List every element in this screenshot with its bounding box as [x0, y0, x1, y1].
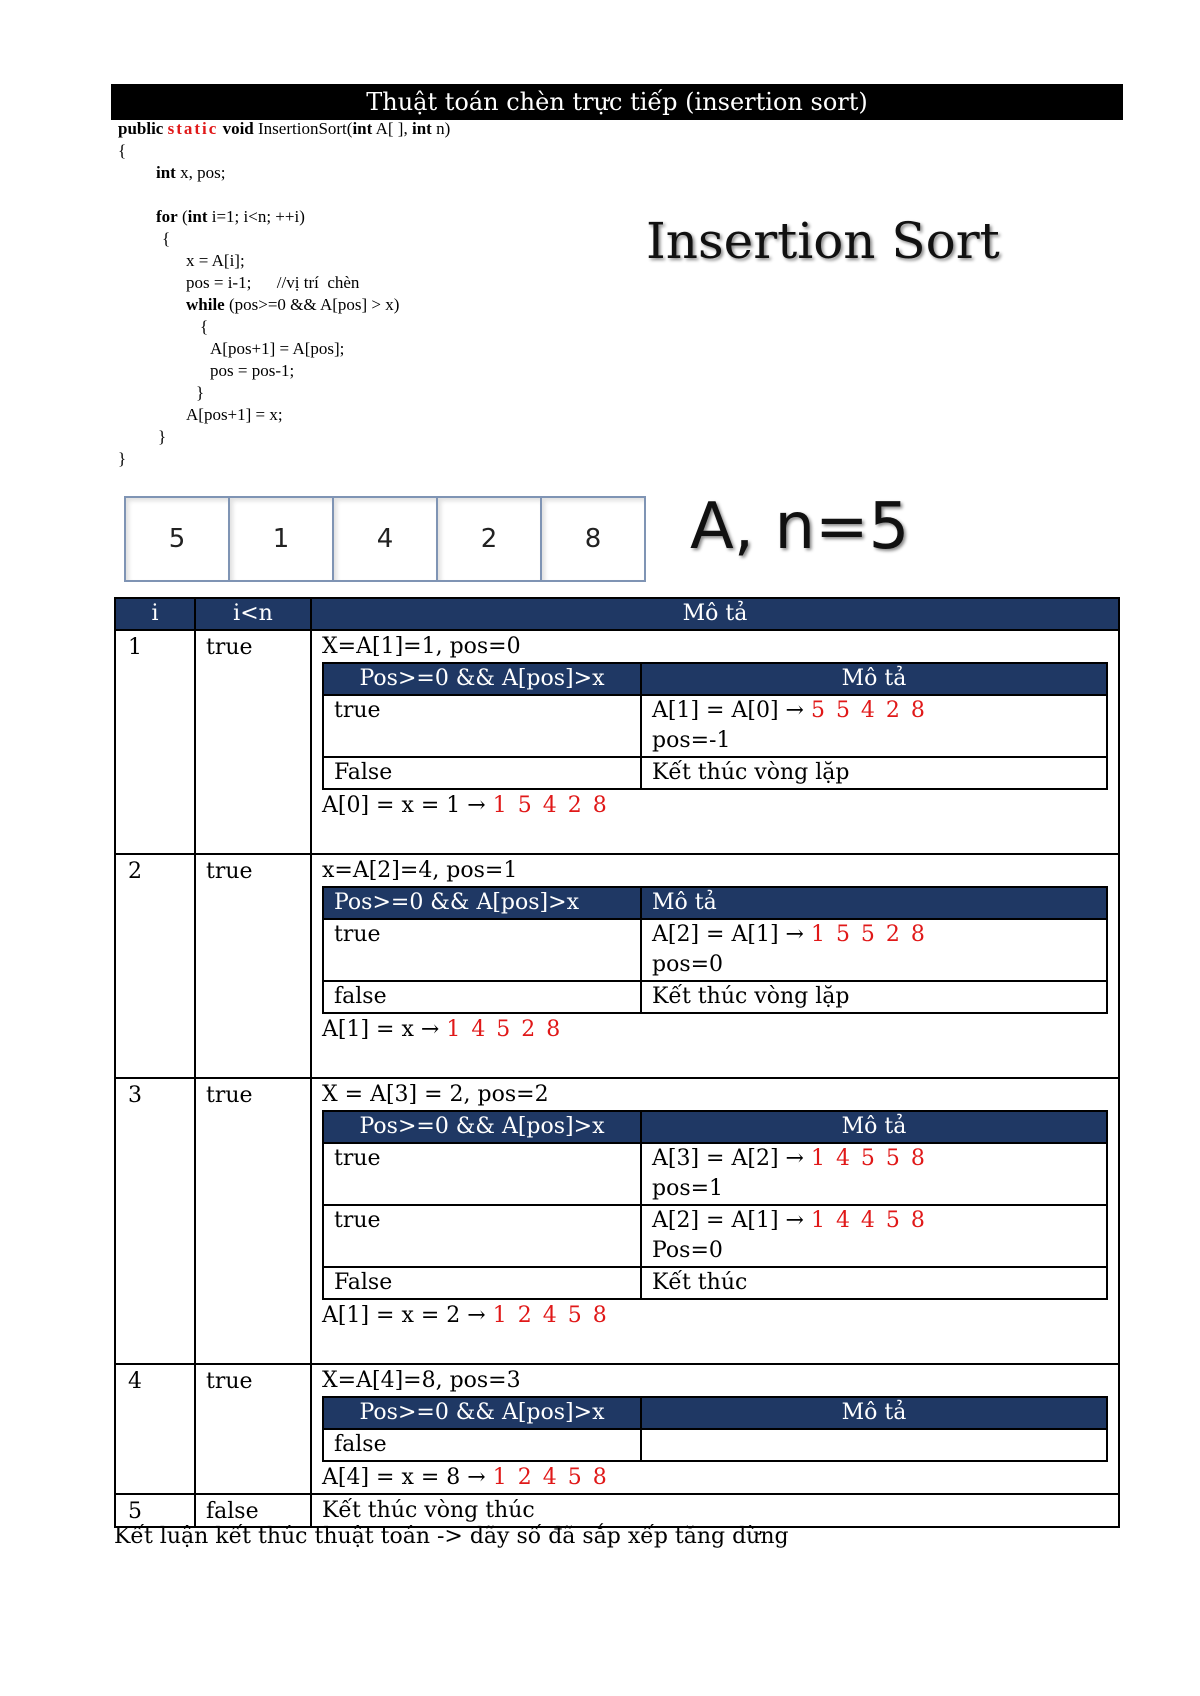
- code-line: x = A[i];: [186, 251, 245, 270]
- inner-table: [322, 662, 1108, 790]
- array-cell: 5: [126, 498, 230, 580]
- table-row: [115, 1078, 1119, 1364]
- code-line: A[pos+1] = x;: [186, 405, 283, 424]
- arrow-icon: →: [785, 698, 804, 723]
- step-cond: true: [323, 1143, 641, 1205]
- cell-i: 1: [115, 630, 195, 854]
- result-line: A[1] = x = 2 → 1 2 4 5 8: [322, 1303, 609, 1328]
- cell-cond: true: [195, 854, 311, 1078]
- init-line: Kết thúc vòng thúc: [322, 1498, 535, 1523]
- code-line-signature: public static void InsertionSort(int A[ ], int n): [118, 119, 451, 138]
- step-cond: False: [323, 757, 641, 789]
- trace-header-row: [115, 598, 1119, 630]
- cell-cond: true: [195, 630, 311, 854]
- cell-cond: true: [195, 1078, 311, 1364]
- table-row: [115, 630, 1119, 854]
- code-line: }: [196, 383, 205, 402]
- document-title: Thuật toán chèn trực tiếp (insertion sort): [111, 84, 1123, 120]
- conclusion-text: Kết luận kết thúc thuật toán -> dãy số đã sắp xếp tăng dừng: [114, 1524, 789, 1549]
- code-line: }: [158, 427, 167, 446]
- sub-header-cond: Pos>=0 && A[pos]>x: [323, 887, 641, 919]
- step-desc: Kết thúc vòng lặp: [641, 757, 1107, 789]
- init-line: X=A[4]=8, pos=3: [322, 1368, 521, 1393]
- step-cond: False: [323, 1267, 641, 1299]
- arrow-icon: →: [785, 1146, 804, 1171]
- result-line: A[1] = x → 1 4 5 2 8: [322, 1017, 563, 1042]
- header-i: i: [115, 598, 195, 630]
- init-line: X=A[1]=1, pos=0: [322, 634, 521, 659]
- cell-desc: [311, 1078, 1119, 1364]
- step-desc: A[3] = A[2] → 1 4 5 5 8 pos=1: [641, 1143, 1107, 1205]
- cell-i: 3: [115, 1078, 195, 1364]
- step-cond: true: [323, 695, 641, 757]
- code-line: {: [118, 141, 127, 160]
- arrow-icon: →: [785, 922, 804, 947]
- array-cell: 4: [334, 498, 438, 580]
- step-cond: true: [323, 1205, 641, 1267]
- step-cond: false: [323, 1429, 641, 1461]
- step-desc: Kết thúc vòng lặp: [641, 981, 1107, 1013]
- table-row: [115, 1364, 1119, 1494]
- arrow-icon: →: [467, 793, 486, 818]
- result-line: A[4] = x = 8 → 1 2 4 5 8: [322, 1465, 609, 1490]
- code-line: }: [118, 449, 127, 468]
- step-desc: A[2] = A[1] → 1 4 4 5 8 Pos=0: [641, 1205, 1107, 1267]
- sub-header-desc: Mô tả: [641, 887, 1107, 919]
- cell-desc: [311, 1494, 1119, 1527]
- step-cond: false: [323, 981, 641, 1013]
- trace-table: [114, 597, 1120, 1528]
- insertion-sort-heading: Insertion Sort: [646, 212, 1000, 270]
- array-cell: 2: [438, 498, 542, 580]
- code-line: pos = pos-1;: [210, 361, 295, 380]
- code-line: A[pos+1] = A[pos];: [210, 339, 345, 358]
- array-cell: 1: [230, 498, 334, 580]
- result-line: A[0] = x = 1 → 1 5 4 2 8: [322, 793, 609, 818]
- sub-header-cond: Pos>=0 && A[pos]>x: [323, 1397, 641, 1429]
- array-diagram: [124, 496, 646, 582]
- sub-header-desc: Mô tả: [641, 1397, 1107, 1429]
- table-row: [115, 854, 1119, 1078]
- code-line: for (int i=1; i<n; ++i): [156, 207, 305, 226]
- sub-header-cond: Pos>=0 && A[pos]>x: [323, 663, 641, 695]
- cell-i: 2: [115, 854, 195, 1078]
- header-desc: Mô tả: [311, 598, 1119, 630]
- arrow-icon: →: [785, 1208, 804, 1233]
- cell-cond: false: [195, 1494, 311, 1527]
- cell-cond: true: [195, 1364, 311, 1494]
- cell-desc: [311, 854, 1119, 1078]
- cell-desc: [311, 630, 1119, 854]
- step-cond: true: [323, 919, 641, 981]
- array-label: A, n=5: [690, 490, 910, 564]
- cell-desc: [311, 1364, 1119, 1494]
- step-desc: A[2] = A[1] → 1 5 5 2 8 pos=0: [641, 919, 1107, 981]
- code-line: {: [200, 317, 209, 336]
- code-line: {: [162, 229, 171, 248]
- inner-table: [322, 1396, 1108, 1462]
- step-desc: A[1] = A[0] → 5 5 4 2 8 pos=-1: [641, 695, 1107, 757]
- sub-header-cond: Pos>=0 && A[pos]>x: [323, 1111, 641, 1143]
- arrow-icon: →: [420, 1017, 440, 1042]
- arrow-icon: →: [467, 1303, 486, 1328]
- sub-header-desc: Mô tả: [641, 663, 1107, 695]
- cell-i: 4: [115, 1364, 195, 1494]
- step-desc: Kết thúc: [641, 1267, 1107, 1299]
- cell-i: 5: [115, 1494, 195, 1527]
- inner-table: [322, 886, 1108, 1014]
- code-line: pos = i-1; //vị trí chèn: [186, 273, 360, 292]
- arrow-icon: →: [467, 1465, 486, 1490]
- table-row: [115, 1494, 1119, 1527]
- sub-header-desc: Mô tả: [641, 1111, 1107, 1143]
- code-line: while (pos>=0 && A[pos] > x): [186, 295, 400, 314]
- code-line: int x, pos;: [156, 163, 226, 182]
- array-cell: 8: [542, 498, 644, 580]
- init-line: x=A[2]=4, pos=1: [322, 858, 518, 883]
- init-line: X = A[3] = 2, pos=2: [322, 1082, 549, 1107]
- step-desc: [641, 1429, 1107, 1461]
- inner-table: [322, 1110, 1108, 1300]
- header-cond: i<n: [195, 598, 311, 630]
